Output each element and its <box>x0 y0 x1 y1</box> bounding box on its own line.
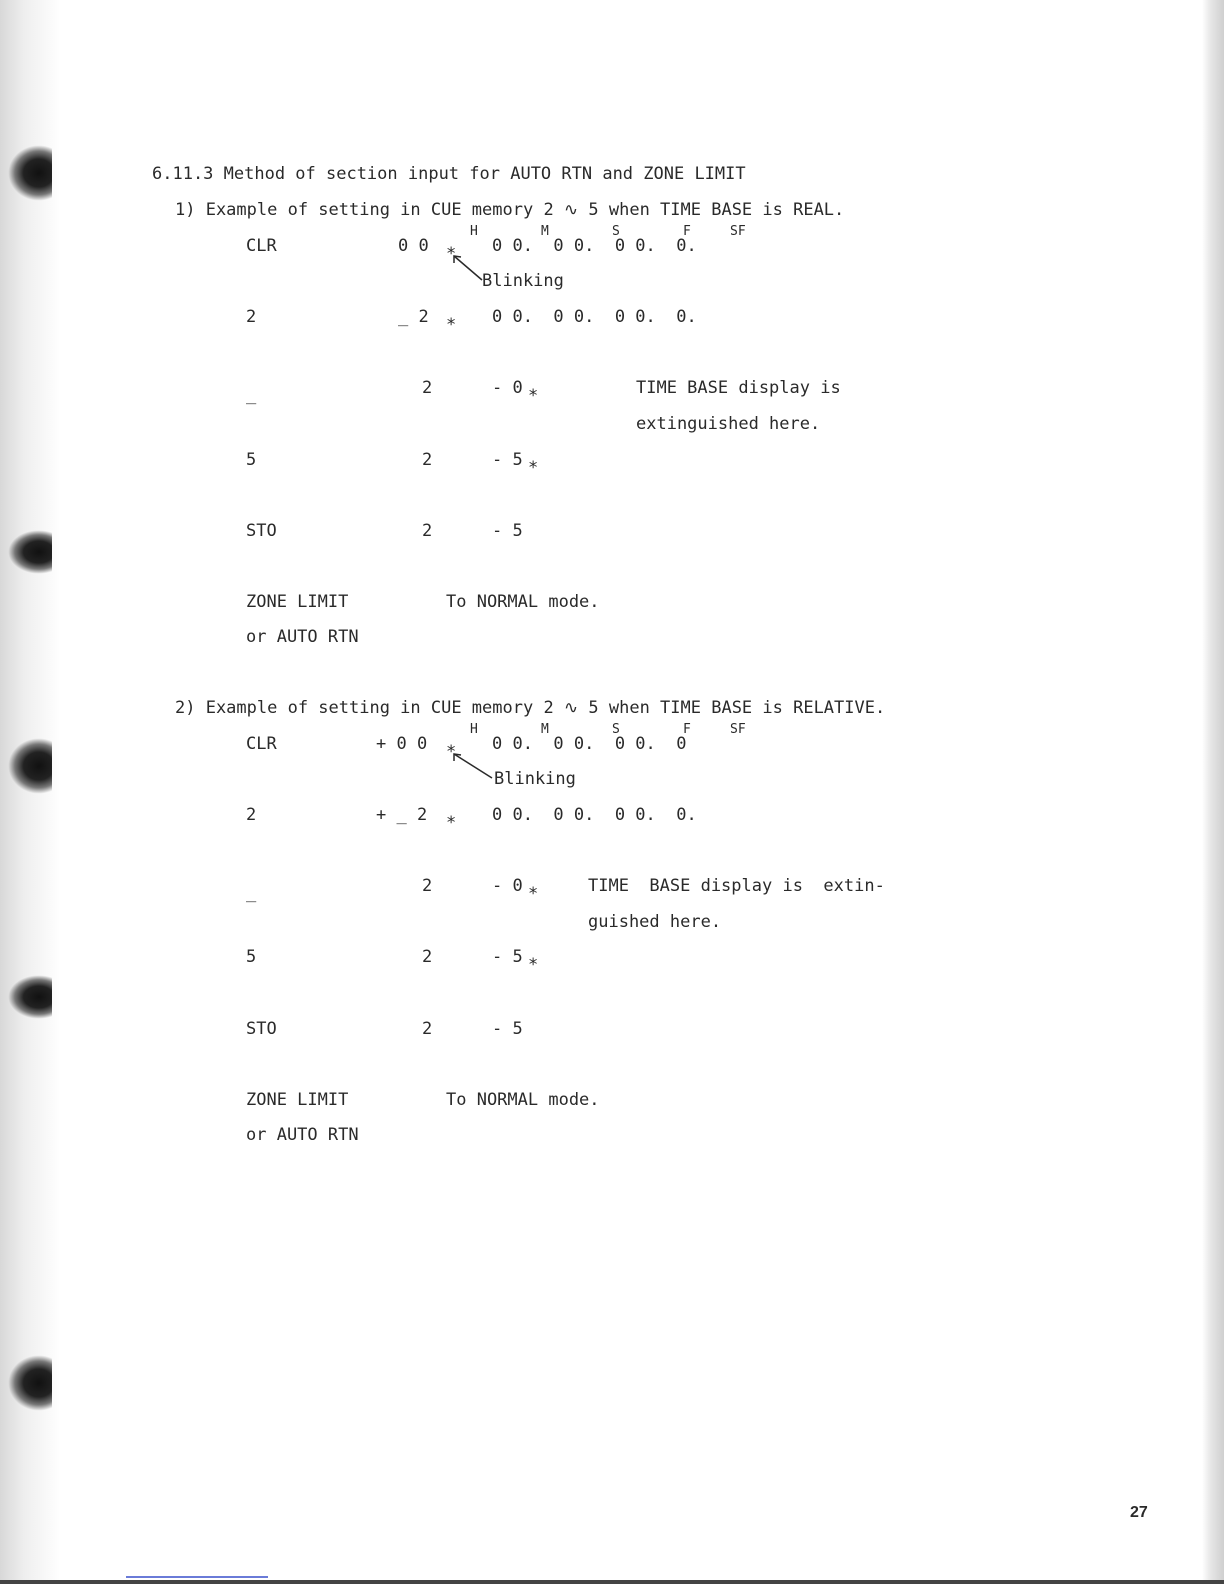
example2-display-5: 2 <box>422 1019 433 1039</box>
example2-title: 2) Example of setting in CUE memory 2 ∿ 5 when TIME BASE is RELATIVE. <box>175 698 886 718</box>
blink-asterisk: * <box>446 244 457 264</box>
example2-key-5: 5 <box>246 947 257 967</box>
unit-m: M <box>541 722 549 737</box>
example1-display-rest: 0 0. 0 0. 0 0. 0. <box>492 236 697 256</box>
example2-key-clr: CLR <box>246 734 277 754</box>
example1-note-line1: TIME BASE display is <box>636 378 841 398</box>
blinking-label: Blinking <box>482 271 564 291</box>
example1-display-rest-5: - 5 <box>492 521 523 541</box>
example2-display-rest-5: - 5 <box>492 1019 523 1039</box>
unit-h: H <box>470 224 478 239</box>
example1-display-5: 2 <box>422 521 433 541</box>
example2-display-rest: 0 0. 0 0. 0 0. 0 <box>492 734 687 754</box>
example2-key-sto: STO <box>246 1019 277 1039</box>
example2-key-underscore: _ <box>246 883 257 903</box>
example1-display-rest-4: - 5 <box>492 450 523 470</box>
example1-note-line2: extinguished here. <box>636 414 821 434</box>
example1-key-clr: CLR <box>246 236 277 256</box>
unit-s: S <box>612 224 620 239</box>
section-heading: 6.11.3 Method of section input for AUTO RTN and ZONE LIMIT <box>152 164 746 184</box>
binder-hole <box>8 145 52 201</box>
blinking-arrow <box>448 750 498 782</box>
example2-normal-mode: To NORMAL mode. <box>446 1090 600 1110</box>
example2-key-auto-rtn: or AUTO RTN <box>246 1125 359 1145</box>
binder-hole <box>8 738 52 794</box>
example2-display-rest-2: 0 0. 0 0. 0 0. 0. <box>492 805 697 825</box>
blink-asterisk: * <box>528 884 539 904</box>
example2-display-4: 2 <box>422 947 433 967</box>
binder-hole <box>8 975 52 1019</box>
binder-hole <box>8 1355 52 1411</box>
example1-key-underscore: _ <box>246 385 257 405</box>
bottom-rule <box>126 1576 268 1578</box>
example1-display-clr: 0 0 <box>398 236 429 256</box>
example2-note-line1: TIME BASE display is extin- <box>588 876 885 896</box>
blink-asterisk: * <box>446 315 457 335</box>
example1-display-4: 2 <box>422 450 433 470</box>
unit-f: F <box>683 224 691 239</box>
example1-key-2: 2 <box>246 307 257 327</box>
page-bottom-edge <box>0 1580 1224 1584</box>
unit-sf: SF <box>730 722 746 737</box>
example1-key-zone-limit: ZONE LIMIT <box>246 592 349 612</box>
example2-key-zone-limit: ZONE LIMIT <box>246 1090 349 1110</box>
example2-display-clr: + 0 0 <box>376 734 428 754</box>
unit-s: S <box>612 722 620 737</box>
example2-display-3: 2 <box>422 876 433 896</box>
example1-normal-mode: To NORMAL mode. <box>446 592 600 612</box>
blinking-label: Blinking <box>494 769 576 789</box>
example1-title: 1) Example of setting in CUE memory 2 ∿ 5 when TIME BASE is REAL. <box>175 200 845 220</box>
unit-f: F <box>683 722 691 737</box>
blink-asterisk: * <box>528 458 539 478</box>
example1-display-3: 2 <box>422 378 433 398</box>
page-number: 27 <box>1130 1504 1148 1521</box>
example1-key-auto-rtn: or AUTO RTN <box>246 627 359 647</box>
example2-note-line2: guished here. <box>588 912 722 932</box>
example1-key-sto: STO <box>246 521 277 541</box>
unit-m: M <box>541 224 549 239</box>
example2-display-rest-3: - 0 <box>492 876 523 896</box>
unit-sf: SF <box>730 224 746 239</box>
unit-h: H <box>470 722 478 737</box>
example2-display-2: + _ 2 <box>376 805 428 825</box>
example1-key-5: 5 <box>246 450 257 470</box>
example1-display-rest-2: 0 0. 0 0. 0 0. 0. <box>492 307 697 327</box>
blink-asterisk: * <box>528 386 539 406</box>
example1-display-2: _ 2 <box>398 307 429 327</box>
blink-asterisk: * <box>446 742 457 762</box>
blink-asterisk: * <box>446 813 457 833</box>
blink-asterisk: * <box>528 955 539 975</box>
example2-key-2: 2 <box>246 805 257 825</box>
page-edge <box>1202 0 1224 1584</box>
example1-display-rest-3: - 0 <box>492 378 523 398</box>
example2-display-rest-4: - 5 <box>492 947 523 967</box>
binder-hole <box>8 530 52 574</box>
